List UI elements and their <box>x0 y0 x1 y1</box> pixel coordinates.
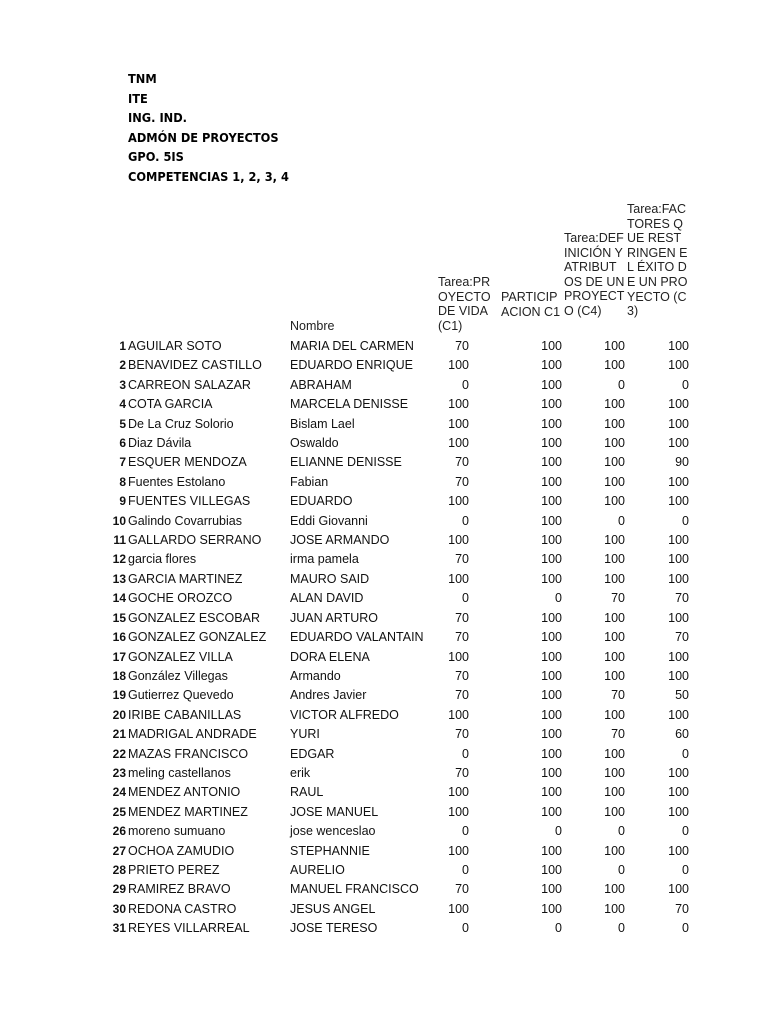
grade-c4-task: 100 <box>604 436 625 451</box>
grade-c3-task: 0 <box>682 862 689 877</box>
grade-participation: 100 <box>541 571 562 586</box>
grade-participation: 100 <box>541 804 562 819</box>
table-row <box>0 842 768 861</box>
row-number: 16 <box>112 630 126 645</box>
grade-c4-task: 100 <box>604 416 625 431</box>
grade-c3-task: 100 <box>668 707 689 722</box>
student-name: DORA ELENA <box>290 649 370 664</box>
grade-participation: 100 <box>541 397 562 412</box>
grade-participation: 100 <box>541 785 562 800</box>
row-number: 13 <box>112 571 126 586</box>
student-name: JOSE MANUEL <box>290 804 379 819</box>
grade-c4-task: 100 <box>604 552 625 567</box>
student-name: Oswaldo <box>290 436 339 451</box>
grade-c4-task: 100 <box>604 571 625 586</box>
grade-c1: 100 <box>448 436 469 451</box>
student-name: JOSE ARMANDO <box>290 533 390 548</box>
student-surname: GONZALEZ ESCOBAR <box>128 610 260 625</box>
grade-c1: 70 <box>455 765 469 780</box>
student-name: YURI <box>290 727 320 742</box>
grade-c4-task: 100 <box>604 707 625 722</box>
table-row <box>0 880 768 899</box>
grade-c1: 70 <box>455 882 469 897</box>
student-surname: RAMIREZ BRAVO <box>128 882 231 897</box>
grade-participation: 100 <box>541 455 562 470</box>
header-line-course: ADMÓN DE PROYECTOS <box>128 130 279 145</box>
table-row <box>0 783 768 802</box>
grades-table-body <box>0 337 768 939</box>
student-surname: CARREON SALAZAR <box>128 377 251 392</box>
row-number: 12 <box>112 552 126 567</box>
student-surname: De La Cruz Solorio <box>128 416 234 431</box>
student-surname: GONZALEZ VILLA <box>128 649 233 664</box>
table-row <box>0 434 768 453</box>
grade-c3-task: 0 <box>682 513 689 528</box>
student-surname: Fuentes Estolano <box>128 474 226 489</box>
row-number: 24 <box>112 785 126 800</box>
student-name: MAURO SAID <box>290 571 370 586</box>
grade-participation: 100 <box>541 688 562 703</box>
grade-participation: 100 <box>541 765 562 780</box>
row-number: 31 <box>112 921 126 936</box>
grade-c4-task: 100 <box>604 785 625 800</box>
table-row <box>0 628 768 647</box>
grade-c3-task: 100 <box>668 533 689 548</box>
student-name: AURELIO <box>290 862 345 877</box>
grade-participation: 100 <box>541 901 562 916</box>
row-number: 23 <box>112 765 126 780</box>
grade-participation: 100 <box>541 436 562 451</box>
grade-participation: 100 <box>541 630 562 645</box>
row-number: 25 <box>112 804 126 819</box>
grade-c1: 70 <box>455 474 469 489</box>
table-row <box>0 473 768 492</box>
grade-c1: 100 <box>448 785 469 800</box>
student-name: Armando <box>290 668 341 683</box>
column-header-c1: Tarea:PROYECTO DE VIDA (C1) <box>438 275 491 333</box>
column-header-c4: Tarea:FACTORES QUE RESTRINGEN EL ÉXITO DE UN PROYECTO (C3) <box>627 202 688 319</box>
grade-c1: 70 <box>455 455 469 470</box>
grade-c4-task: 100 <box>604 455 625 470</box>
row-number: 26 <box>112 824 126 839</box>
grade-c1: 100 <box>448 571 469 586</box>
grade-c3-task: 100 <box>668 436 689 451</box>
row-number: 2 <box>119 358 126 373</box>
student-name: EDUARDO VALANTAIN <box>290 630 424 645</box>
grade-c3-task: 100 <box>668 571 689 586</box>
student-name: EDGAR <box>290 746 335 761</box>
student-name: STEPHANNIE <box>290 843 370 858</box>
student-surname: garcia flores <box>128 552 197 567</box>
grade-c1: 100 <box>448 707 469 722</box>
grade-c4-task: 0 <box>618 513 625 528</box>
student-name: EDUARDO ENRIQUE <box>290 358 413 373</box>
student-name: Bislam Lael <box>290 416 355 431</box>
header-line-group: GPO. 5IS <box>128 150 184 164</box>
grade-c4-task: 100 <box>604 358 625 373</box>
grade-c1: 100 <box>448 533 469 548</box>
grade-c1: 0 <box>462 921 469 936</box>
table-row <box>0 550 768 569</box>
table-row <box>0 609 768 628</box>
table-row <box>0 706 768 725</box>
grade-c1: 100 <box>448 649 469 664</box>
grade-participation: 100 <box>541 843 562 858</box>
table-row <box>0 589 768 608</box>
document-header <box>128 70 297 187</box>
grade-c4-task: 0 <box>618 377 625 392</box>
row-number: 29 <box>112 882 126 897</box>
grade-c1: 70 <box>455 610 469 625</box>
grade-participation: 100 <box>541 707 562 722</box>
grade-c4-task: 0 <box>618 921 625 936</box>
table-row <box>0 395 768 414</box>
table-row <box>0 725 768 744</box>
grade-c3-task: 70 <box>675 591 689 606</box>
student-name: Andres Javier <box>290 688 367 703</box>
grade-c1: 0 <box>462 513 469 528</box>
grade-c3-task: 100 <box>668 494 689 509</box>
student-name: RAUL <box>290 785 324 800</box>
grade-participation: 100 <box>541 727 562 742</box>
grade-c1: 0 <box>462 377 469 392</box>
row-number: 27 <box>112 843 126 858</box>
grade-participation: 100 <box>541 494 562 509</box>
grade-c4-task: 100 <box>604 397 625 412</box>
grade-participation: 100 <box>541 746 562 761</box>
grade-c3-task: 100 <box>668 765 689 780</box>
student-surname: Gutierrez Quevedo <box>128 688 234 703</box>
grade-c3-task: 100 <box>668 649 689 664</box>
table-row <box>0 764 768 783</box>
student-name: irma pamela <box>290 552 359 567</box>
student-name: MARCELA DENISSE <box>290 397 409 412</box>
grade-participation: 100 <box>541 610 562 625</box>
row-number: 21 <box>112 727 126 742</box>
grade-participation: 100 <box>541 533 562 548</box>
grade-c4-task: 100 <box>604 494 625 509</box>
grade-c1: 70 <box>455 630 469 645</box>
table-row <box>0 512 768 531</box>
table-row <box>0 337 768 356</box>
grade-participation: 100 <box>541 339 562 353</box>
table-row <box>0 667 768 686</box>
student-surname: ESQUER MENDOZA <box>128 455 247 470</box>
table-row <box>0 453 768 472</box>
student-surname: González Villegas <box>128 668 228 683</box>
student-surname: OCHOA ZAMUDIO <box>128 843 235 858</box>
grade-participation: 100 <box>541 649 562 664</box>
student-name: MANUEL FRANCISCO <box>290 882 419 897</box>
grade-c1: 100 <box>448 804 469 819</box>
grade-c3-task: 50 <box>675 688 689 703</box>
student-surname: moreno sumuano <box>128 824 226 839</box>
grade-c3-task: 100 <box>668 785 689 800</box>
grade-c1: 100 <box>448 901 469 916</box>
table-row <box>0 861 768 880</box>
row-number: 10 <box>112 513 126 528</box>
table-row <box>0 919 768 938</box>
header-line-program: ING. IND. <box>128 111 188 125</box>
table-row <box>0 648 768 667</box>
student-surname: BENAVIDEZ CASTILLO <box>128 358 262 373</box>
student-surname: PRIETO PEREZ <box>128 862 220 877</box>
student-surname: AGUILAR SOTO <box>128 339 222 353</box>
grade-c1: 70 <box>455 339 469 353</box>
grade-c1: 70 <box>455 688 469 703</box>
grade-c4-task: 70 <box>611 591 625 606</box>
student-surname: REDONA CASTRO <box>128 901 237 916</box>
grade-c3-task: 0 <box>682 377 689 392</box>
table-row <box>0 822 768 841</box>
student-name: jose wenceslao <box>290 824 376 839</box>
grade-c1: 70 <box>455 727 469 742</box>
table-row <box>0 745 768 764</box>
table-row <box>0 415 768 434</box>
student-surname: REYES VILLARREAL <box>128 921 250 936</box>
grade-c4-task: 100 <box>604 843 625 858</box>
grade-c4-task: 100 <box>604 630 625 645</box>
grade-c4-task: 100 <box>604 533 625 548</box>
student-name: Eddi Giovanni <box>290 513 368 528</box>
grade-c1: 100 <box>448 843 469 858</box>
table-row <box>0 900 768 919</box>
grade-c4-task: 100 <box>604 765 625 780</box>
student-surname: COTA GARCIA <box>128 397 213 412</box>
grade-c3-task: 100 <box>668 358 689 373</box>
grade-c3-task: 100 <box>668 474 689 489</box>
student-surname: GONZALEZ GONZALEZ <box>128 630 267 645</box>
student-name: EDUARDO <box>290 494 353 509</box>
grade-c3-task: 100 <box>668 843 689 858</box>
grade-c4-task: 0 <box>618 862 625 877</box>
grade-c3-task: 90 <box>675 455 689 470</box>
grade-c1: 100 <box>448 397 469 412</box>
grade-c1: 100 <box>448 494 469 509</box>
header-line-campus: ITE <box>128 91 148 106</box>
grade-c4-task: 100 <box>604 901 625 916</box>
grade-c3-task: 0 <box>682 824 689 839</box>
grade-participation: 100 <box>541 668 562 683</box>
row-number: 1 <box>119 339 126 353</box>
grade-c3-task: 100 <box>668 552 689 567</box>
row-number: 11 <box>113 533 126 548</box>
student-surname: GARCIA MARTINEZ <box>128 571 243 586</box>
grade-c3-task: 100 <box>668 339 689 353</box>
grade-participation: 0 <box>555 824 562 839</box>
row-number: 30 <box>112 901 126 916</box>
grade-c1: 0 <box>462 591 469 606</box>
grade-participation: 0 <box>555 591 562 606</box>
grade-participation: 0 <box>555 921 562 936</box>
row-number: 22 <box>112 746 126 761</box>
student-surname: IRIBE CABANILLAS <box>128 707 242 722</box>
grade-c3-task: 100 <box>668 397 689 412</box>
grade-c4-task: 100 <box>604 474 625 489</box>
student-surname: GOCHE OROZCO <box>128 591 233 606</box>
row-number: 7 <box>119 455 126 470</box>
grade-c1: 70 <box>455 668 469 683</box>
student-name: JUAN ARTURO <box>290 610 378 625</box>
column-header-nombre: Nombre <box>290 319 335 333</box>
grade-c3-task: 0 <box>682 921 689 936</box>
row-number: 5 <box>119 416 126 431</box>
grade-participation: 100 <box>541 377 562 392</box>
grade-participation: 100 <box>541 474 562 489</box>
grade-participation: 100 <box>541 513 562 528</box>
row-number: 14 <box>112 591 126 606</box>
student-name: JESUS ANGEL <box>290 901 376 916</box>
grade-c1: 0 <box>462 862 469 877</box>
grade-c3-task: 100 <box>668 804 689 819</box>
student-name: ALAN DAVID <box>290 591 364 606</box>
row-number: 3 <box>119 377 126 392</box>
row-number: 8 <box>119 474 126 489</box>
grade-c1: 100 <box>448 416 469 431</box>
row-number: 6 <box>119 436 126 451</box>
grade-c3-task: 100 <box>668 610 689 625</box>
student-surname: FUENTES VILLEGAS <box>128 494 251 509</box>
row-number: 20 <box>112 707 126 722</box>
student-name: erik <box>290 765 311 780</box>
student-name: ABRAHAM <box>290 377 352 392</box>
grade-c3-task: 100 <box>668 882 689 897</box>
grade-participation: 100 <box>541 882 562 897</box>
student-surname: GALLARDO SERRANO <box>128 533 262 548</box>
student-surname: meling castellanos <box>128 765 231 780</box>
grade-c3-task: 70 <box>675 630 689 645</box>
student-surname: MAZAS FRANCISCO <box>128 746 249 761</box>
grade-c3-task: 60 <box>675 727 689 742</box>
grade-c3-task: 100 <box>668 668 689 683</box>
grade-c1: 70 <box>455 552 469 567</box>
grade-c3-task: 0 <box>682 746 689 761</box>
student-name: VICTOR ALFREDO <box>290 707 399 722</box>
table-row <box>0 803 768 822</box>
table-row <box>0 686 768 705</box>
column-header-c3: Tarea:DEFINICIÓN Y ATRIBUTOS DE UN PROYECTO (C4) <box>564 231 625 318</box>
row-number: 4 <box>119 397 126 412</box>
grade-c4-task: 100 <box>604 882 625 897</box>
table-row <box>0 376 768 395</box>
grade-c4-task: 70 <box>611 727 625 742</box>
grade-c3-task: 100 <box>668 416 689 431</box>
grade-c4-task: 100 <box>604 610 625 625</box>
student-surname: Diaz Dávila <box>128 436 192 451</box>
row-number: 19 <box>112 688 126 703</box>
student-surname: MENDEZ MARTINEZ <box>128 804 248 819</box>
student-surname: MADRIGAL ANDRADE <box>128 727 257 742</box>
student-name: MARIA DEL CARMEN <box>290 339 414 353</box>
grade-participation: 100 <box>541 358 562 373</box>
table-row <box>0 531 768 550</box>
grade-c4-task: 0 <box>618 824 625 839</box>
header-line-competencies: COMPETENCIAS 1, 2, 3, 4 <box>128 169 289 184</box>
grade-c4-task: 100 <box>604 804 625 819</box>
grade-c4-task: 100 <box>604 668 625 683</box>
grade-c1: 100 <box>448 358 469 373</box>
grade-c3-task: 70 <box>675 901 689 916</box>
grade-participation: 100 <box>541 552 562 567</box>
row-number: 17 <box>112 649 126 664</box>
row-number: 15 <box>112 610 126 625</box>
table-row <box>0 570 768 589</box>
row-number: 18 <box>112 668 126 683</box>
table-row <box>0 356 768 375</box>
grade-c4-task: 100 <box>604 339 625 353</box>
grade-c1: 0 <box>462 746 469 761</box>
grade-c1: 0 <box>462 824 469 839</box>
student-name: ELIANNE DENISSE <box>290 455 402 470</box>
student-name: Fabian <box>290 474 329 489</box>
grade-c4-task: 100 <box>604 746 625 761</box>
grade-participation: 100 <box>541 862 562 877</box>
grade-c4-task: 70 <box>611 688 625 703</box>
student-name: JOSE TERESO <box>290 921 378 936</box>
student-surname: MENDEZ ANTONIO <box>128 785 241 800</box>
column-header-c2: PARTICIPACION C1 <box>501 290 561 319</box>
grade-participation: 100 <box>541 416 562 431</box>
row-number: 28 <box>112 862 126 877</box>
student-surname: Galindo Covarrubias <box>128 513 242 528</box>
table-row <box>0 492 768 511</box>
grade-c4-task: 100 <box>604 649 625 664</box>
row-number: 9 <box>119 494 126 509</box>
header-line-institution: TNM <box>128 72 157 86</box>
